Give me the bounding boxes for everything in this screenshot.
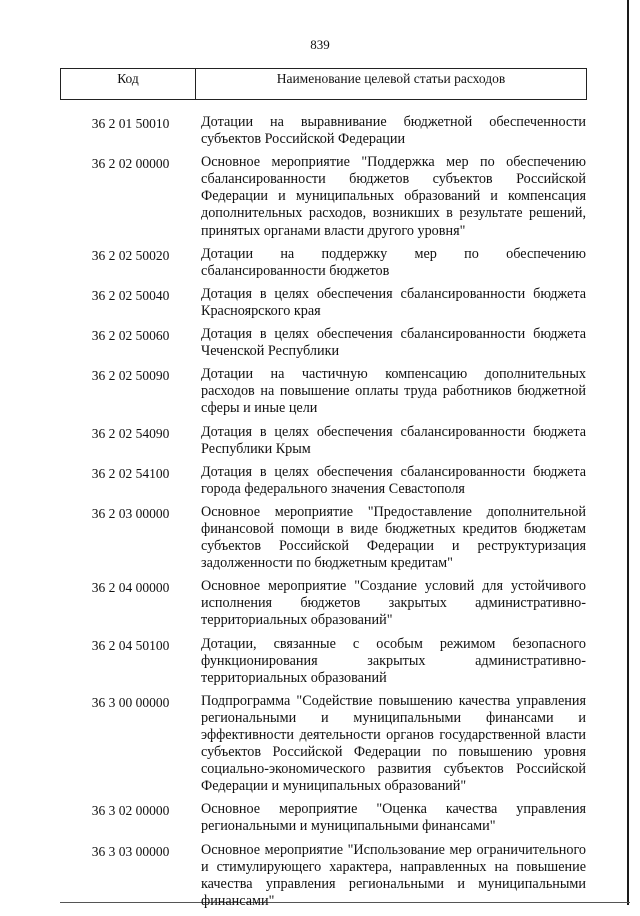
column-header-name: Наименование целевой статьи расходов	[276, 71, 506, 86]
row-code: 36 2 02 00000	[91, 156, 170, 172]
row-code: 36 2 01 50010	[91, 116, 170, 131]
table-row	[60, 636, 590, 693]
row-code: 36 2 02 50090	[91, 368, 170, 384]
row-code: 36 2 02 54090	[91, 425, 170, 441]
row-name: Дотации на поддержку мер по обеспечению сбалансированности бюджетов	[201, 245, 586, 279]
row-name: Основное мероприятие "Поддержка мер по обеспечению сбалансированности бюджетов субъектов Российской Федерации и муниципальных образований и компенсация дополнительных расходов, возникших в результате решений, принятых органами власти другого уровня"	[201, 154, 586, 239]
row-name: Основное мероприятие "Оценка качества управления региональными и муниципальными финансами"	[201, 801, 586, 835]
table-row	[60, 286, 590, 326]
row-name: Дотации на выравнивание бюджетной обеспеченности субъектов Российской Федерации	[201, 114, 586, 148]
row-code: 36 2 02 54100	[91, 465, 170, 481]
row-name: Основное мероприятие "Предоставление дополнительной финансовой помощи в виде бюджетных кредитов бюджетам субъектов Российской Федерации и реструктуризация задолженности по бюджетным кредитам"	[201, 503, 586, 572]
row-name: Дотации на частичную компенсацию дополнительных расходов на повышение оплаты труда работников бюджетной сферы и иные цели	[201, 366, 586, 417]
row-name: Основное мероприятие "Создание условий для устойчивого исполнения бюджетов закрытых административно-территориальных образований"	[201, 578, 586, 629]
row-code: 36 2 04 50100	[91, 637, 170, 653]
table-header	[60, 68, 587, 100]
table-row	[60, 154, 590, 245]
page-number: 839	[310, 37, 330, 52]
row-code: 36 3 03 00000	[91, 843, 170, 859]
column-header-code: Код	[117, 71, 139, 86]
row-name: Дотация в целях обеспечения сбалансированности бюджета Чеченской Республики	[201, 326, 586, 360]
table-row	[60, 366, 590, 423]
row-code: 36 2 04 00000	[91, 580, 170, 596]
row-code: 36 2 02 50020	[91, 247, 170, 263]
page-edge-right	[627, 0, 629, 905]
table-row	[60, 114, 590, 154]
row-code: 36 3 02 00000	[91, 803, 170, 819]
row-name: Дотация в целях обеспечения сбалансированности бюджета города федерального значения Севастополя	[201, 463, 586, 497]
row-code: 36 2 02 50040	[91, 287, 170, 303]
table-row	[60, 246, 590, 286]
row-name: Дотации, связанные с особым режимом безопасного функционирования закрытых административно-территориальных образований	[201, 635, 586, 686]
row-name: Основное мероприятие "Использование мер ограничительного и стимулирующего характера, направленных на повышение качества управления региональными и муниципальными финансами"	[201, 841, 586, 909]
row-code: 36 3 00 00000	[91, 694, 170, 710]
table-row	[60, 464, 590, 504]
table-row	[60, 326, 590, 366]
row-name: Дотация в целях обеспечения сбалансированности бюджета Красноярского края	[201, 285, 586, 319]
table-row	[60, 693, 590, 802]
table-row	[60, 801, 590, 841]
row-name: Дотация в целях обеспечения сбалансированности бюджета Республики Крым	[201, 423, 586, 457]
row-code: 36 2 03 00000	[91, 505, 170, 521]
table-row	[60, 424, 590, 464]
row-code: 36 2 02 50060	[91, 328, 170, 344]
table-row	[60, 504, 590, 578]
table-body	[60, 114, 590, 916]
table-row	[60, 578, 590, 635]
row-name: Подпрограмма "Содействие повышению качества управления региональными и муниципальными финансами и эффективности деятельности органов государственной власти субъектов Российской Федерации по повышению уровня социально-экономического развития субъектов Российской Федерации и муниципальных образований"	[201, 692, 586, 795]
